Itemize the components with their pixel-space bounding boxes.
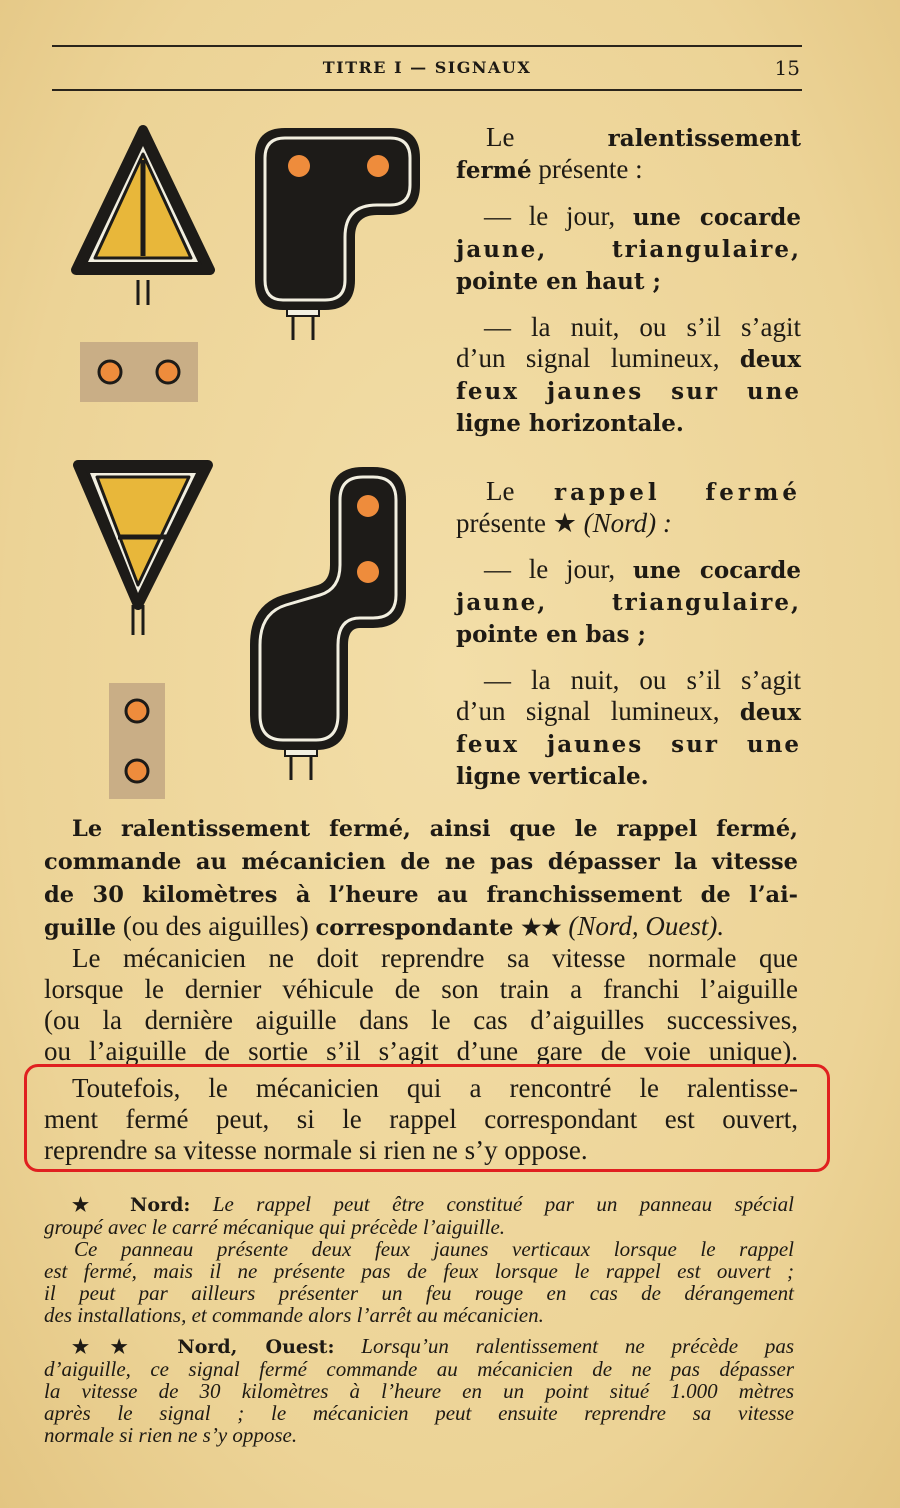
desc1-line-6: — la nuit, ou s’il s’agit <box>484 312 801 342</box>
fn2-line-5: normale si rien ne s’y oppose. <box>44 1423 298 1447</box>
normal-speed-paragraph <box>44 943 798 1067</box>
desc1-line-3: — le jour, une cocarde <box>484 201 801 231</box>
ralentissement-description <box>456 122 801 439</box>
two-lights-horizontal-icon <box>80 342 198 402</box>
header-rule-bottom <box>52 89 802 91</box>
desc1-line-1: Le ralentissement <box>486 122 801 152</box>
para3-line-1: Toutefois, le mécanicien qui a rencontré le ralentisse- <box>72 1073 798 1103</box>
desc2-line-1: Le rappel fermé <box>486 476 801 506</box>
two-lights-vertical-icon <box>109 683 165 799</box>
para1-line-4: guille (ou des aiguilles) correspondante ★★ (Nord, Ouest). <box>44 911 725 941</box>
para2-line-1: Le mécanicien ne doit reprendre sa vitesse normale que <box>72 943 798 973</box>
running-header: TITRE I — SIGNAUX <box>322 58 532 77</box>
para3-line-3: reprendre sa vitesse normale si rien ne s’y oppose. <box>44 1135 588 1165</box>
para2-line-2: lorsque le dernier véhicule de son train a franchi l’aiguille <box>44 974 798 1004</box>
desc2-line-7: d’un signal lumineux, deux <box>456 696 801 726</box>
desc1-line-5: pointe en haut ; <box>456 268 661 295</box>
desc1-line-4: jaune, triangulaire, <box>456 236 801 263</box>
fn2-line-4: après le signal ; le mécanicien peut ensuite reprendre sa vitesse <box>44 1401 794 1425</box>
fn1-line-1: ★ Nord: Le rappel peut être constitué par un panneau spécial <box>72 1192 795 1216</box>
para1-line-1: Le ralentissement fermé, ainsi que le rappel fermé, <box>72 816 798 842</box>
desc2-line-8: feux jaunes sur une <box>456 731 801 758</box>
fn2-line-2: d’aiguille, ce signal fermé commande au mécanicien de ne pas dépasser <box>44 1357 794 1381</box>
vertical-signal-panel-icon <box>248 465 413 785</box>
triangle-up-sign-icon <box>70 120 220 310</box>
fn2-line-3: la vitesse de 30 kilomètres à l’heure en un point situé 1.000 mètres <box>44 1379 794 1403</box>
desc2-line-6: — la nuit, ou s’il s’agit <box>484 665 801 695</box>
desc2-line-9: ligne verticale. <box>456 763 649 790</box>
fn1-line-2: groupé avec le carré mécanique qui précède l’aiguille. <box>44 1215 506 1239</box>
para1-line-2: commande au mécanicien de ne pas dépasser la vitesse <box>44 849 798 875</box>
triangle-down-sign-icon <box>70 455 220 640</box>
header-rule-top <box>52 45 802 47</box>
desc2-line-3: — le jour, une cocarde <box>484 554 801 584</box>
toutefois-paragraph <box>44 1073 798 1166</box>
horizontal-signal-panel-icon <box>255 125 425 345</box>
fn1-line-4: est fermé, mais il ne présente pas de feux lorsque le rappel est ouvert ; <box>44 1259 794 1283</box>
para2-line-4: ou l’aiguille de sortie s’il s’agit d’une gare de voie unique). <box>44 1036 798 1066</box>
para3-line-2: ment fermé peut, si le rappel correspondant est ouvert, <box>44 1104 798 1134</box>
desc2-line-4: jaune, triangulaire, <box>456 589 801 616</box>
fn1-line-5: il peut par ailleurs présenter un feu rouge en cas de dérangement <box>44 1281 794 1305</box>
desc2-line-5: pointe en bas ; <box>456 621 646 648</box>
speed-limit-paragraph <box>44 812 798 944</box>
page-number: 15 <box>774 56 800 80</box>
footnote-nord-ouest <box>44 1335 794 1446</box>
desc1-line-2: fermé présente : <box>456 154 643 184</box>
fn1-line-6: des installations, et commande alors l’arrêt au mécanicien. <box>44 1303 544 1327</box>
footnote-nord <box>44 1193 794 1326</box>
desc2-line-2: présente ★ (Nord) : <box>456 508 672 538</box>
para1-line-3: de 30 kilomètres à l’heure au franchissement de l’ai- <box>44 882 798 908</box>
desc1-line-8: feux jaunes sur une <box>456 378 801 405</box>
fn1-line-3: Ce panneau présente deux feux jaunes verticaux lorsque le rappel <box>74 1237 794 1261</box>
desc1-line-9: ligne horizontale. <box>456 410 684 437</box>
para2-line-3: (ou la dernière aiguille dans le cas d’aiguilles successives, <box>44 1005 798 1035</box>
fn2-line-1: ★★ Nord, Ouest: Lorsqu’un ralentissement ne précède pas <box>72 1334 795 1358</box>
desc1-line-7: d’un signal lumineux, deux <box>456 343 801 373</box>
rappel-description <box>456 476 801 792</box>
